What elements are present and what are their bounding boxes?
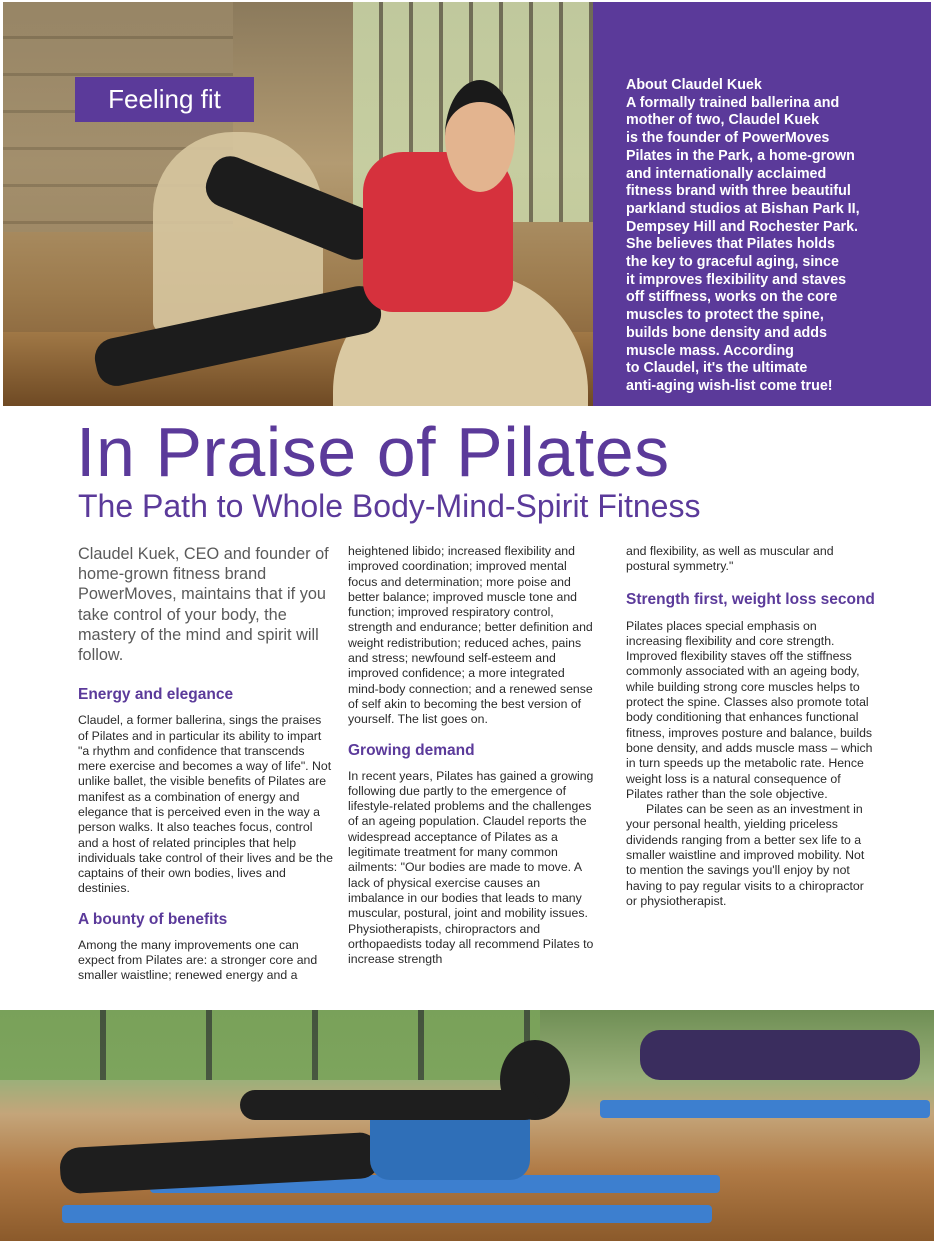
body-text: heightened libido; increased flexibility and improved coordination; improved mental focus and determination; more poise and better balance; improved muscle tone and function; improved respiratory control, strength and endurance; better definition and weight redistribution; reduced aches, pains and stress; newfound self-esteem and improved confidence; a more integrated mind-body connection; and a renewed sense of self akin to becoming the best version of yourself. The list goes on. [348,544,593,727]
column-1 [78,544,333,984]
article-title: In Praise of Pilates [76,413,670,491]
section-heading: Growing demand [348,741,475,759]
section-tag: Feeling fit [75,77,254,122]
column-2 [348,544,596,967]
body-text: Among the many improvements one can expect from Pilates are: a stronger core and smaller waistline; renewed energy and a [78,937,318,983]
about-line: to Claudel, it's the ultimate [626,360,808,377]
studio-mirror [0,1010,540,1080]
about-line: it improves flexibility and staves [626,271,847,288]
about-line: Dempsey Hill and Rochester Park. [626,218,859,235]
about-line: Pilates in the Park, a home-grown [626,147,855,164]
intro-text: Claudel Kuek, CEO and founder of home-grown fitness brand PowerMoves, maintains that if you take control of your body, the mastery of the mind and spirit will follow. [78,545,329,665]
about-heading: About Claudel Kuek [626,77,762,93]
section-heading: A bounty of benefits [78,910,228,928]
exercise-mat [600,1100,930,1118]
about-line: the key to graceful aging, since [626,254,839,271]
about-line: A formally trained ballerina and [626,94,840,111]
about-text [626,77,922,396]
about-line: builds bone density and adds [626,324,827,341]
article-subtitle: The Path to Whole Body-Mind-Spirit Fitness [78,488,701,524]
body-text: and flexibility, as well as muscular and postural symmetry." [626,544,834,574]
column-3 [626,544,876,909]
about-line: off stiffness, works on the core [626,289,838,306]
person-plank [640,1030,920,1080]
about-line: muscles to protect the spine, [626,307,824,324]
hero-photo [3,2,593,406]
person-plank [240,1090,540,1120]
body-text: Claudel, a former ballerina, sings the praises of Pilates and in particular its ability to impart "a rhythm and confidence that transcends mere exercise and becomes a way of life". Not unlike ballet, the visible benefits of Pilates are manifest as a combination of energy and elegance that is perceived even in the way a person walks. It also teaches focus, control and a host of related principles that help individuals take control of their lives and be the captains of their own bodies, lives and destinies. [78,713,333,896]
about-line: parkland studios at Bishan Park II, [626,200,860,217]
about-line: muscle mass. According [626,342,794,359]
about-line: fitness brand with three beautiful [626,183,851,200]
about-line: She believes that Pilates holds [626,236,835,253]
section-heading: Energy and elegance [78,686,234,704]
section-heading: Strength first, weight loss second [626,590,875,608]
about-panel [593,2,931,406]
about-line: and internationally acclaimed [626,165,827,182]
body-text: Pilates can be seen as an investment in your personal health, yielding priceless dividends ranging from a better sex life to a smaller waistline and improved mobility. Not to mention the savings you'll enjoy by not having to pay regular visits to a chiropractor or physiotherapist. [626,802,865,908]
class-photo [0,1010,934,1241]
body-text: Pilates places special emphasis on increasing flexibility and core strength. Improved flexibility staves off the stiffness commonly associated with an ageing body, while building strong core muscles helps to protect the spine. Classes also promote total body conditioning that enhances functional fitness, improves posture and balance, builds bone density, and adds muscle mass – which in turn speeds up the metabolic rate. Hence weight loss is a natural consequence of Pilates rather than the sole objective. [626,618,873,801]
person-head [445,80,515,192]
about-line: mother of two, Claudel Kuek [626,112,820,129]
exercise-mat [62,1205,712,1223]
about-line: is the founder of PowerMoves [626,130,830,147]
body-text: In recent years, Pilates has gained a growing following due partly to the emergence of lifestyle-related problems and the challenges of an ageing population. Claudel reports the widespread acceptance of Pilates as a legitimate treatment for many common ailments: "Our bodies are made to move. A lack of physical exercise causes an imbalance in our bodies that leads to many muscular, postural, joint and mobility issues. Physiotherapists, chiropractors and orthopaedists today all recommend Pilates to increase strength [348,768,594,967]
about-line: anti-aging wish-list come true! [626,377,833,394]
